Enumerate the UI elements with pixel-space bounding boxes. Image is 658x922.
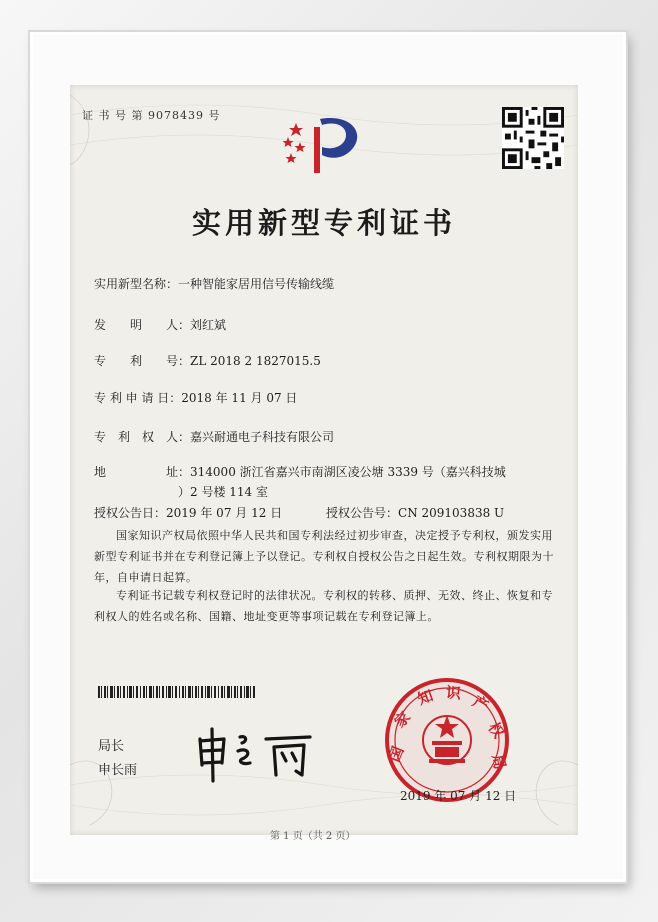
certificate-paper	[70, 85, 578, 842]
grant-date-label: 授权公告日：	[94, 506, 167, 520]
signature-icon	[192, 725, 332, 785]
field-label: 实用新型名称：	[94, 277, 179, 291]
patent-number-row	[94, 352, 321, 369]
certificate-number: 证 书 号 第 9078439 号	[82, 109, 221, 122]
field-label: 地 址：	[94, 465, 191, 479]
field-value: 一种智能家居用信号传输线缆	[178, 277, 335, 291]
svg-text:产: 产	[469, 693, 491, 716]
grant-pub-value: CN 209103838 U	[398, 506, 505, 520]
application-date-row	[94, 389, 297, 406]
certificate-title: 实用新型专利证书	[191, 206, 456, 240]
field-value: ZL 2018 2 1827015.5	[190, 354, 321, 368]
field-label: 专 利 权 人：	[94, 430, 191, 444]
grant-publication-row	[326, 504, 504, 521]
svg-text:局: 局	[488, 753, 508, 772]
svg-text:权: 权	[484, 719, 507, 742]
svg-text:知: 知	[415, 688, 436, 709]
grant-date-value: 2019 年 07 月 12 日	[166, 506, 283, 520]
grant-row	[94, 504, 282, 521]
address-row-continued	[178, 483, 268, 500]
svg-text:国: 国	[387, 744, 408, 765]
page-number: 第 1 页（共 2 页）	[270, 831, 356, 842]
address-row	[94, 463, 506, 480]
patent-office-logo-icon	[276, 107, 376, 175]
field-value: ）2 号楼 114 室	[178, 485, 268, 499]
field-value: 嘉兴耐通电子科技有限公司	[190, 430, 335, 444]
field-label: 专 利 号：	[94, 354, 191, 368]
barcode-icon	[98, 686, 256, 698]
legal-status-paragraph: 专利证书记载专利权登记时的法律状况。专利权的转移、质押、无效、终止、恢复和专利权人的姓名或名称、国籍、地址变更等事项记载在专利登记簿上。	[94, 589, 553, 623]
field-label: 发 明 人：	[94, 318, 191, 332]
inventor-row	[94, 316, 226, 333]
qr-code-icon	[502, 107, 564, 169]
svg-text:家: 家	[392, 709, 415, 732]
seal-date: 2019 年 07 月 12 日	[400, 789, 517, 803]
svg-text:识: 识	[445, 685, 462, 703]
grant-statement-paragraph: 国家知识产权局依照中华人民共和国专利法经过初步审查，决定授予专利权，颁发实用新型专利证书并在专利登记簿上予以登记。专利权自授权公告之日起生效。专利权期限为十年，自申请日起算。	[94, 529, 554, 584]
utility-model-name-row	[94, 275, 334, 292]
field-value: 314000 浙江省嘉兴市南湖区凌公塘 3339 号（嘉兴科技城	[190, 465, 506, 479]
field-value: 2018 年 11 月 07 日	[181, 391, 298, 405]
signatory-name: 申长雨	[98, 763, 138, 778]
patentee-row	[94, 428, 334, 445]
signatory-title: 局长	[98, 739, 125, 754]
grant-pub-label: 授权公告号：	[326, 506, 399, 520]
official-seal-icon	[382, 675, 512, 805]
field-value: 刘红斌	[190, 318, 227, 332]
field-label: 专 利 申 请 日：	[94, 391, 182, 405]
